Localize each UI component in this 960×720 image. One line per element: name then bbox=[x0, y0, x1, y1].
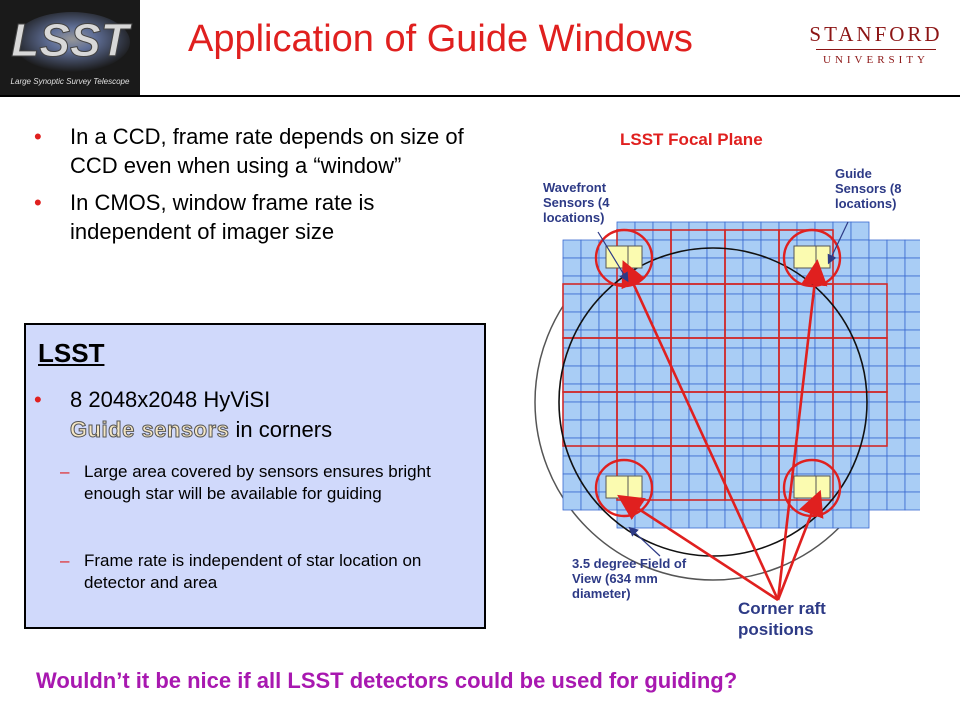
ccd-sensor bbox=[689, 456, 707, 474]
ccd-sensor bbox=[905, 312, 920, 330]
ccd-sensor bbox=[581, 348, 599, 366]
ccd-sensor bbox=[905, 366, 920, 384]
ccd-sensor bbox=[707, 276, 725, 294]
ccd-sensor bbox=[761, 330, 779, 348]
ccd-sensor bbox=[869, 492, 887, 510]
ccd-sensor bbox=[833, 510, 851, 528]
ccd-sensor bbox=[725, 222, 743, 240]
ccd-sensor bbox=[635, 384, 653, 402]
ccd-sensor bbox=[635, 348, 653, 366]
ccd-sensor bbox=[851, 294, 869, 312]
ccd-sensor bbox=[563, 402, 581, 420]
ccd-sensor bbox=[581, 420, 599, 438]
ccd-sensor bbox=[671, 294, 689, 312]
ccd-sensor bbox=[887, 240, 905, 258]
ccd-sensor bbox=[689, 330, 707, 348]
ccd-sensor bbox=[599, 348, 617, 366]
ccd-sensor bbox=[815, 438, 833, 456]
ccd-sensor bbox=[887, 348, 905, 366]
ccd-sensor bbox=[635, 438, 653, 456]
ccd-sensor bbox=[653, 276, 671, 294]
guide-sensors-label: Guide Sensors (8 locations) bbox=[835, 166, 902, 211]
ccd-sensor bbox=[653, 384, 671, 402]
ccd-sensor bbox=[833, 330, 851, 348]
ccd-sensor bbox=[761, 276, 779, 294]
ccd-sensor bbox=[887, 438, 905, 456]
ccd-sensor bbox=[869, 330, 887, 348]
ccd-sensor bbox=[905, 240, 920, 258]
main-bullets bbox=[34, 122, 490, 254]
ccd-sensor bbox=[761, 456, 779, 474]
ccd-sensor bbox=[905, 348, 920, 366]
ccd-sensor bbox=[707, 384, 725, 402]
ccd-sensor bbox=[761, 510, 779, 528]
sub-bullet-frame-rate bbox=[60, 550, 482, 594]
ccd-sensor bbox=[887, 294, 905, 312]
ccd-sensor bbox=[707, 492, 725, 510]
ccd-sensor bbox=[887, 276, 905, 294]
ccd-sensor bbox=[581, 456, 599, 474]
ccd-sensor bbox=[617, 384, 635, 402]
ccd-sensor bbox=[815, 348, 833, 366]
ccd-sensor bbox=[851, 474, 869, 492]
ccd-sensor bbox=[653, 222, 671, 240]
ccd-sensor bbox=[869, 276, 887, 294]
ccd-sensor bbox=[707, 294, 725, 312]
bullet-dot: • bbox=[34, 387, 42, 412]
ccd-sensor bbox=[869, 366, 887, 384]
ccd-sensor bbox=[707, 258, 725, 276]
ccd-sensor bbox=[887, 456, 905, 474]
ccd-sensor bbox=[761, 312, 779, 330]
ccd-sensor bbox=[671, 510, 689, 528]
guide-sensor bbox=[606, 246, 628, 268]
ccd-sensor bbox=[779, 294, 797, 312]
lsst-logo-icon bbox=[0, 0, 140, 95]
ccd-sensor bbox=[707, 312, 725, 330]
wavefront-sensors-label: Wavefront Sensors (4 locations) bbox=[543, 180, 610, 225]
ccd-sensor bbox=[725, 294, 743, 312]
ccd-sensor bbox=[581, 402, 599, 420]
ccd-sensor bbox=[617, 402, 635, 420]
ccd-sensor bbox=[563, 366, 581, 384]
ccd-sensor bbox=[671, 276, 689, 294]
ccd-sensor bbox=[653, 420, 671, 438]
ccd-sensor bbox=[833, 420, 851, 438]
ccd-sensor bbox=[671, 312, 689, 330]
ccd-sensor bbox=[671, 222, 689, 240]
ccd-sensor bbox=[833, 402, 851, 420]
ccd-sensor bbox=[779, 384, 797, 402]
ccd-sensor bbox=[653, 366, 671, 384]
ccd-sensor bbox=[779, 366, 797, 384]
lsst-box-title: LSST bbox=[38, 338, 105, 368]
ccd-sensor bbox=[671, 492, 689, 510]
ccd-sensor bbox=[671, 438, 689, 456]
ccd-sensor bbox=[635, 330, 653, 348]
ccd-sensor bbox=[833, 276, 851, 294]
ccd-sensor bbox=[563, 492, 581, 510]
ccd-sensor bbox=[779, 348, 797, 366]
ccd-sensor bbox=[761, 366, 779, 384]
ccd-sensor bbox=[725, 312, 743, 330]
ccd-sensor bbox=[725, 348, 743, 366]
ccd-sensor bbox=[725, 330, 743, 348]
ccd-sensor bbox=[617, 294, 635, 312]
stanford-name: STANFORD bbox=[809, 22, 943, 46]
ccd-sensor bbox=[869, 312, 887, 330]
guide-sensors-highlight: Guide sensors bbox=[70, 417, 230, 442]
ccd-sensor bbox=[707, 330, 725, 348]
ccd-sensor bbox=[743, 348, 761, 366]
ccd-sensor bbox=[851, 276, 869, 294]
ccd-sensor bbox=[707, 420, 725, 438]
ccd-sensor bbox=[653, 294, 671, 312]
ccd-sensor bbox=[671, 240, 689, 258]
ccd-sensor bbox=[563, 258, 581, 276]
ccd-sensor bbox=[833, 222, 851, 240]
ccd-sensor bbox=[689, 474, 707, 492]
stanford-university: UNIVERSITY bbox=[823, 54, 929, 66]
ccd-sensor bbox=[653, 456, 671, 474]
ccd-sensor bbox=[743, 438, 761, 456]
ccd-sensor bbox=[905, 330, 920, 348]
ccd-sensor bbox=[581, 438, 599, 456]
ccd-sensor bbox=[671, 258, 689, 276]
lsst-callout-box bbox=[24, 323, 486, 629]
sub-bullet-dash: – bbox=[60, 462, 70, 481]
ccd-sensor bbox=[887, 420, 905, 438]
ccd-sensor bbox=[905, 402, 920, 420]
ccd-sensor bbox=[635, 456, 653, 474]
ccd-sensor bbox=[887, 402, 905, 420]
ccd-sensor bbox=[833, 384, 851, 402]
ccd-sensor bbox=[725, 438, 743, 456]
ccd-sensor bbox=[797, 456, 815, 474]
ccd-sensor bbox=[635, 402, 653, 420]
corner-raft-label: Corner raft positions bbox=[738, 599, 826, 639]
ccd-sensor bbox=[599, 438, 617, 456]
ccd-sensor bbox=[689, 294, 707, 312]
ccd-sensor bbox=[761, 258, 779, 276]
ccd-sensor bbox=[599, 366, 617, 384]
ccd-sensor bbox=[743, 294, 761, 312]
ccd-sensor bbox=[725, 402, 743, 420]
ccd-sensor bbox=[689, 258, 707, 276]
ccd-sensor bbox=[887, 474, 905, 492]
field-of-view-label: 3.5 degree Field of View (634 mm diameter) bbox=[572, 556, 687, 601]
ccd-sensor bbox=[833, 366, 851, 384]
ccd-sensor bbox=[707, 348, 725, 366]
ccd-sensor bbox=[815, 420, 833, 438]
ccd-sensor bbox=[779, 402, 797, 420]
ccd-sensor bbox=[833, 348, 851, 366]
ccd-sensor bbox=[707, 510, 725, 528]
ccd-sensor bbox=[653, 312, 671, 330]
header-divider bbox=[0, 95, 960, 97]
ccd-sensor bbox=[581, 330, 599, 348]
ccd-sensor bbox=[743, 474, 761, 492]
fov-pointer bbox=[632, 530, 660, 556]
ccd-sensor bbox=[887, 384, 905, 402]
guide-sensor bbox=[794, 476, 816, 498]
ccd-sensor bbox=[761, 294, 779, 312]
slide-title: Application of Guide Windows bbox=[188, 18, 693, 60]
ccd-sensor bbox=[743, 492, 761, 510]
ccd-sensor bbox=[725, 384, 743, 402]
ccd-sensor bbox=[815, 384, 833, 402]
guide-bullet-suffix: in corners bbox=[235, 417, 333, 442]
sub-bullet-frame-rate-text: Frame rate is independent of star location on detector and area bbox=[84, 551, 422, 592]
ccd-sensor bbox=[617, 456, 635, 474]
ccd-sensor bbox=[815, 312, 833, 330]
ccd-sensor bbox=[887, 258, 905, 276]
bullet-dot: • bbox=[34, 190, 42, 215]
ccd-sensor bbox=[761, 492, 779, 510]
ccd-sensor bbox=[743, 510, 761, 528]
ccd-sensor bbox=[761, 402, 779, 420]
ccd-sensor bbox=[617, 312, 635, 330]
guide-sensor bbox=[606, 476, 628, 498]
ccd-sensor bbox=[815, 456, 833, 474]
ccd-sensor bbox=[743, 276, 761, 294]
logo-subtext: Large Synoptic Survey Telescope bbox=[10, 77, 130, 86]
ccd-sensor bbox=[905, 474, 920, 492]
ccd-sensor bbox=[905, 258, 920, 276]
ccd-sensor bbox=[887, 330, 905, 348]
ccd-sensor bbox=[689, 222, 707, 240]
ccd-sensor bbox=[689, 348, 707, 366]
ccd-sensor bbox=[743, 222, 761, 240]
ccd-sensor bbox=[707, 402, 725, 420]
ccd-sensor bbox=[743, 384, 761, 402]
ccd-sensor bbox=[671, 420, 689, 438]
ccd-sensor bbox=[671, 474, 689, 492]
ccd-sensor bbox=[599, 402, 617, 420]
ccd-sensor bbox=[617, 348, 635, 366]
ccd-sensor bbox=[815, 402, 833, 420]
ccd-sensor bbox=[635, 420, 653, 438]
ccd-sensor bbox=[635, 366, 653, 384]
guide-sensor bbox=[628, 476, 642, 498]
ccd-sensor bbox=[599, 384, 617, 402]
ccd-sensor bbox=[815, 330, 833, 348]
sub-bullet-dash: – bbox=[60, 551, 70, 570]
ccd-sensor bbox=[869, 258, 887, 276]
ccd-sensor bbox=[851, 312, 869, 330]
ccd-sensor bbox=[833, 438, 851, 456]
ccd-sensor bbox=[617, 420, 635, 438]
ccd-sensor bbox=[761, 240, 779, 258]
ccd-sensor bbox=[797, 384, 815, 402]
guide-sensor bbox=[628, 246, 642, 268]
ccd-sensor bbox=[779, 420, 797, 438]
ccd-sensor bbox=[743, 312, 761, 330]
ccd-sensor bbox=[743, 456, 761, 474]
ccd-sensor bbox=[905, 384, 920, 402]
ccd-sensor bbox=[851, 258, 869, 276]
ccd-sensor bbox=[671, 456, 689, 474]
bullet-ccd-text: In a CCD, frame rate depends on size of CCD even when using a “window” bbox=[70, 124, 464, 178]
ccd-sensor bbox=[563, 420, 581, 438]
bullet-cmos-text: In CMOS, window frame rate is independent of imager size bbox=[70, 190, 375, 244]
ccd-sensor bbox=[761, 474, 779, 492]
ccd-sensor bbox=[599, 420, 617, 438]
ccd-sensor bbox=[725, 456, 743, 474]
ccd-sensor bbox=[689, 276, 707, 294]
ccd-sensor bbox=[653, 402, 671, 420]
ccd-sensor bbox=[887, 312, 905, 330]
ccd-sensor bbox=[725, 276, 743, 294]
ccd-sensor bbox=[869, 474, 887, 492]
guide-sensor bbox=[816, 476, 830, 498]
ccd-sensor bbox=[905, 276, 920, 294]
ccd-sensor bbox=[797, 438, 815, 456]
ccd-sensor bbox=[869, 240, 887, 258]
ccd-sensor bbox=[869, 348, 887, 366]
lsst-logo bbox=[0, 0, 140, 95]
ccd-sensor bbox=[761, 222, 779, 240]
ccd-sensor bbox=[563, 384, 581, 402]
ccd-sensor bbox=[581, 366, 599, 384]
ccd-sensor bbox=[581, 384, 599, 402]
ccd-sensor bbox=[761, 420, 779, 438]
bullet-cmos bbox=[34, 188, 490, 246]
ccd-sensor bbox=[707, 366, 725, 384]
ccd-sensor bbox=[779, 312, 797, 330]
ccd-sensor bbox=[869, 402, 887, 420]
ccd-sensor bbox=[887, 366, 905, 384]
ccd-sensor bbox=[689, 492, 707, 510]
ccd-sensor bbox=[743, 330, 761, 348]
ccd-sensor bbox=[761, 438, 779, 456]
stanford-rule bbox=[816, 49, 936, 50]
ccd-sensor bbox=[725, 258, 743, 276]
guide-sensor bbox=[794, 246, 816, 268]
ccd-sensor bbox=[797, 330, 815, 348]
ccd-sensor bbox=[617, 366, 635, 384]
ccd-sensor bbox=[869, 420, 887, 438]
ccd-sensor bbox=[743, 402, 761, 420]
ccd-sensor bbox=[743, 366, 761, 384]
bullet-ccd bbox=[34, 122, 490, 180]
ccd-sensor bbox=[869, 294, 887, 312]
ccd-sensor bbox=[869, 456, 887, 474]
ccd-sensor bbox=[653, 258, 671, 276]
ccd-sensor bbox=[653, 474, 671, 492]
lsst-guide-bullet bbox=[34, 385, 480, 445]
ccd-sensor bbox=[689, 366, 707, 384]
ccd-sensor bbox=[671, 330, 689, 348]
ccd-sensor bbox=[815, 366, 833, 384]
ccd-sensor bbox=[905, 420, 920, 438]
ccd-sensor bbox=[671, 402, 689, 420]
ccd-sensor bbox=[851, 492, 869, 510]
ccd-sensor bbox=[743, 258, 761, 276]
ccd-sensor bbox=[599, 330, 617, 348]
ccd-sensor bbox=[869, 438, 887, 456]
ccd-sensor bbox=[851, 240, 869, 258]
bottom-question: Wouldn’t it be nice if all LSST detectors could be used for guiding? bbox=[36, 668, 738, 693]
ccd-sensor bbox=[725, 366, 743, 384]
ccd-sensor bbox=[851, 222, 869, 240]
guide-bullet-prefix: 8 2048x2048 HyViSI bbox=[70, 387, 271, 412]
ccd-sensor bbox=[689, 510, 707, 528]
ccd-sensor bbox=[653, 492, 671, 510]
focal-plane-caption: LSST Focal Plane bbox=[620, 130, 763, 149]
ccd-sensor bbox=[563, 240, 581, 258]
ccd-sensor bbox=[869, 384, 887, 402]
ccd-sensor bbox=[761, 384, 779, 402]
ccd-sensor bbox=[653, 438, 671, 456]
ccd-sensor bbox=[671, 348, 689, 366]
ccd-sensor bbox=[689, 312, 707, 330]
ccd-sensor bbox=[905, 492, 920, 510]
ccd-sensor bbox=[779, 330, 797, 348]
ccd-sensor bbox=[563, 276, 581, 294]
ccd-sensor bbox=[617, 438, 635, 456]
ccd-sensor bbox=[581, 276, 599, 294]
ccd-sensor bbox=[563, 294, 581, 312]
sub-bullet-area bbox=[60, 461, 482, 505]
stanford-wordmark bbox=[806, 22, 946, 67]
ccd-sensor bbox=[905, 438, 920, 456]
ccd-sensor bbox=[689, 384, 707, 402]
ccd-sensor bbox=[617, 330, 635, 348]
ccd-sensor bbox=[761, 348, 779, 366]
ccd-sensor bbox=[905, 294, 920, 312]
ccd-sensor bbox=[743, 420, 761, 438]
ccd-sensor bbox=[599, 312, 617, 330]
bullet-dot: • bbox=[34, 124, 42, 149]
sub-bullet-area-text: Large area covered by sensors ensures bright enough star will be available for guiding bbox=[84, 462, 431, 503]
ccd-sensor bbox=[905, 456, 920, 474]
ccd-sensor bbox=[851, 510, 869, 528]
logo-text: LSST bbox=[11, 14, 129, 66]
ccd-sensor bbox=[707, 222, 725, 240]
ccd-sensor bbox=[725, 420, 743, 438]
ccd-sensor bbox=[887, 492, 905, 510]
ccd-sensor bbox=[581, 312, 599, 330]
guide-sensor bbox=[816, 246, 830, 268]
